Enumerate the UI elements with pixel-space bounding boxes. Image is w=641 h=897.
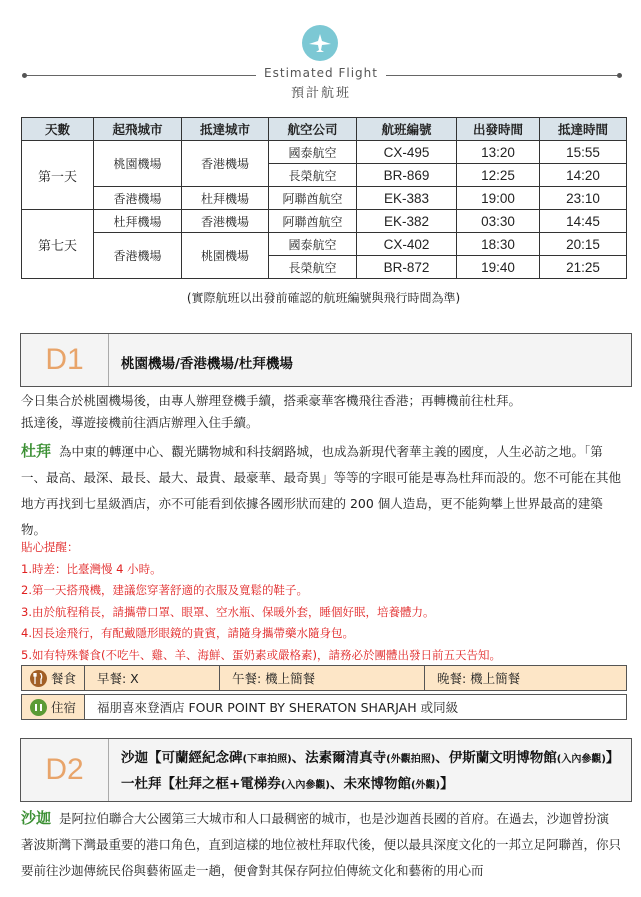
airline: 國泰航空 [269,141,357,164]
from-city: 杜拜機場 [94,210,182,233]
arrive-time: 20:15 [540,233,627,256]
flight-table-header [22,118,627,141]
depart-time: 12:25 [457,164,540,187]
hotel-name: 福朋喜來登酒店 FOUR POINT BY SHERATON SHARJAH 或同級 [85,695,626,719]
flight-number: CX-495 [357,141,457,164]
col-header: 抵達時間 [540,118,627,141]
tip-item: 4.因長途飛行，有配戴隱形眼鏡的貴賓，請隨身攜帶藥水隨身包。 [21,626,354,640]
hotel-label: 住宿 [50,700,76,715]
day1-paragraph-1: 今日集合於桃園機場後，由專人辦理登機手續，搭乘豪華客機飛往香港；再轉機前往杜拜。 [21,393,522,408]
col-header: 航空公司 [269,118,357,141]
flight-number: CX-402 [357,233,457,256]
utensils-icon [30,670,47,687]
dubai-text: 為中東的轉運中心、觀光購物城和科技網路城，也成為新現代奢華主義的國度，人生必訪之地。「第一、最高、最深、最長、最大、最貴、最豪華、最奇異」等等的字眼可能是專為杜拜而設的。您不可能在其他地方再找到七星級酒店，亦不可能看到依據各國形狀而建的 200 個人造島，更不能夠攀上世界最高的建築物。 [21,444,622,537]
to-city: 香港機場 [182,210,269,233]
airline: 長榮航空 [269,256,357,279]
col-header: 起飛城市 [94,118,182,141]
sharjah-text: 是阿拉伯聯合大公國第三大城市和人口最稠密的城市，也是沙迦酋長國的首府。在過去，沙迦曾扮演著波斯灣下灣最重要的港口角色，直到這樣的地位被杜拜取代後，便以最具深度文化的一邦立足阿聯酋，你只要前往沙迦傳統民俗與藝術區走一趟，便會對其保存阿拉伯傳統文化和藝術的用心而 [21,811,622,878]
header-rule-left [24,75,256,76]
meals-row [21,665,627,691]
airline: 阿聯酋航空 [269,210,357,233]
flight-note: (實際航班以出發前確認的航班編號與飛行時間為準) [186,291,461,305]
flight-number: EK-382 [357,210,457,233]
dubai-keyword: 杜拜 [21,442,52,460]
meals-label: 餐食 [50,671,76,686]
tip-item: 3.由於航程稍長，請攜帶口罩、眼罩、空水瓶、保暖外套，睡個好眠，培養體力。 [21,604,435,619]
to-city: 杜拜機場 [182,187,269,210]
day2-title: 沙迦【可蘭經紀念碑(下車拍照)、法素爾清真寺(外觀拍照)、伊斯蘭文明博物館(入內參觀)】一杜拜【杜拜之框+電梯券(入內參觀)、未來博物館(外觀)】 [121,750,620,792]
day-label: 第七天 [22,210,94,279]
tip-item: 2.第一天搭飛機，建議您穿著舒適的衣服及寬鬆的鞋子。 [21,583,308,597]
depart-time: 13:20 [457,141,540,164]
airline: 長榮航空 [269,164,357,187]
to-city: 香港機場 [182,141,269,187]
col-header: 出發時間 [457,118,540,141]
day1-title: 桃園機場/香港機場/杜拜機場 [121,356,293,372]
day2-banner [20,738,632,802]
from-city: 桃園機場 [94,141,182,187]
arrive-time: 14:20 [540,164,627,187]
header-chinese-title: 預計航班 [290,86,351,101]
col-header: 航班編號 [357,118,457,141]
airplane-logo-icon [302,25,338,61]
flight-number: BR-872 [357,256,457,279]
arrive-time: 14:45 [540,210,627,233]
day-label: 第一天 [22,141,94,210]
day1-paragraph-2: 抵達後，導遊接機前往酒店辦理入住手續。 [21,415,259,430]
hotel-row [21,694,627,720]
header-rule-right [386,75,620,76]
dinner: 晚餐: 機上簡餐 [437,671,521,686]
header-english-title: Estimated Flight [264,66,378,80]
sharjah-keyword: 沙迦 [21,809,52,827]
flight-number: EK-383 [357,187,457,210]
depart-time: 18:30 [457,233,540,256]
from-city: 香港機場 [94,187,182,210]
to-city: 桃園機場 [182,233,269,279]
day1-label: D1 [21,334,109,386]
flight-number: BR-869 [357,164,457,187]
table-row [22,141,627,164]
table-row [22,233,627,256]
tip-item: 5.如有特殊餐食(不吃牛、雞、羊、海鮮、蛋奶素或嚴格素)，請務必於團體出發日前五天告知。 [21,647,501,662]
breakfast: 早餐: X [85,666,220,690]
hotel-icon [30,699,47,716]
flight-table [21,117,627,279]
arrive-time: 21:25 [540,256,627,279]
arrive-time: 15:55 [540,141,627,164]
col-header: 抵達城市 [182,118,269,141]
day1-banner [20,333,632,387]
from-city: 香港機場 [94,233,182,279]
tip-item: 1.時差：比臺灣慢 4 小時。 [21,561,162,576]
airline: 國泰航空 [269,233,357,256]
lunch: 午餐: 機上簡餐 [220,666,425,690]
table-row [22,210,627,233]
sharjah-paragraph [21,805,621,884]
airline: 阿聯酋航空 [269,187,357,210]
depart-time: 03:30 [457,210,540,233]
tips-title: 貼心提醒： [21,540,79,554]
depart-time: 19:40 [457,256,540,279]
tips-list [21,537,621,666]
dubai-paragraph [21,438,621,543]
table-row [22,187,627,210]
arrive-time: 23:10 [540,187,627,210]
day2-label: D2 [21,739,109,801]
col-header: 天數 [22,118,94,141]
depart-time: 19:00 [457,187,540,210]
